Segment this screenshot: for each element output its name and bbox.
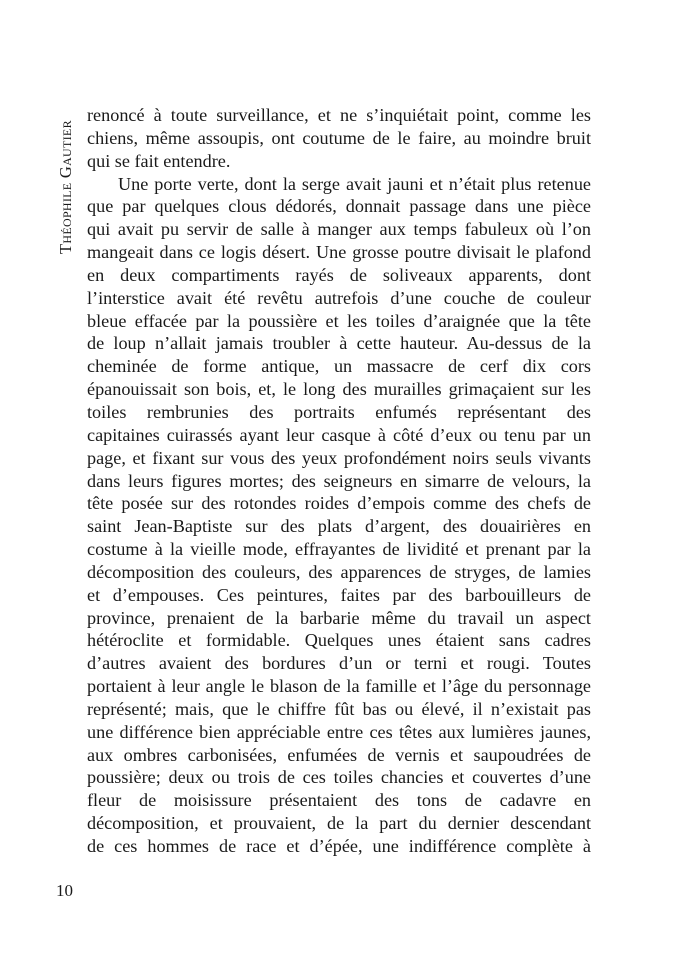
text-line: qui avait pu servir de salle à manger aux temps fabuleux où l’on [87,219,591,240]
text-line: décomposition, et prouvaient, de la part du dernier descendant [87,813,591,834]
text-line: décomposition des couleurs, des apparences de stryges, de lamies [87,561,591,582]
text-line: d’autres avaient des bordures d’un or terni et rougi. Toutes [87,653,591,674]
text-line: de ces hommes de race et d’épée, une indifférence complète à [87,836,591,856]
text-line: poussière; deux ou trois de ces toiles chancies et couvertes d’une [87,767,591,788]
text-line: saint Jean-Baptiste sur des plats d’argent, des douairières en [87,516,591,537]
text-line: tête posée sur des rotondes roides d’empois comme des chefs de [87,493,591,514]
text-line: fleur de moisissure présentaient des tons de cadavre en [87,790,591,811]
text-line: portaient à leur angle le blason de la famille et l’âge du personnage [87,676,591,697]
text-line: qui se fait entendre. [87,150,231,171]
text-line: aux ombres carbonisées, enfumées de vernis et saupoudrées de [87,744,591,765]
text-line: représenté; mais, que le chiffre fût bas ou élevé, il n’existait pas [87,698,591,719]
text-line: épanouissait son bois, et, le long des murailles grimaçaient sur les [87,379,591,400]
running-head-author: Théophile Gautier [56,120,75,254]
text-line: que par quelques clous dédorés, donnait passage dans une pièce [87,196,591,217]
text-line: costume à la vieille mode, effrayantes de lividité et prenant par la [87,539,591,560]
text-line: capitaines cuirassés ayant leur casque à côté d’eux ou tenu par un [87,424,591,445]
text-line: dans leurs figures mortes; des seigneurs en simarre de velours, la [87,470,591,491]
paragraph-first-line: Une porte verte, dont la serge avait jauni et n’était plus retenue [118,173,591,194]
body-text [87,104,591,858]
text-line: cheminée de forme antique, un massacre de cerf dix cors [87,356,591,377]
text-line: province, prenaient de la barbarie même du travail un aspect [87,607,591,628]
text-line: chiens, même assoupis, ont coutume de le faire, au moindre bruit [87,127,591,148]
text-line: renoncé à toute surveillance, et ne s’inquiétait point, comme les [87,105,591,125]
text-line: de loup n’allait jamais troubler à cette hauteur. Au-dessus de la [87,333,591,354]
page-number: 10 [56,881,73,900]
text-line: bleue effacée par la poussière et les toiles d’araignée que la tête [87,310,591,331]
text-line: une différence bien appréciable entre ces têtes aux lumières jaunes, [87,721,591,742]
text-line: l’interstice avait été revêtu autrefois d’une couche de couleur [87,287,591,308]
text-line: hétéroclite et formidable. Quelques unes étaient sans cadres [87,630,591,651]
text-line: mangeait dans ce logis désert. Une grosse poutre divisait le plafond [87,242,591,263]
text-line: toiles rembrunies des portraits enfumés représentant des [87,401,591,422]
text-line: page, et fixant sur vous des yeux profondément noirs seuls vivants [87,447,591,468]
text-line: et d’empouses. Ces peintures, faites par des barbouilleurs de [87,584,591,605]
text-line: en deux compartiments rayés de soliveaux apparents, dont [87,264,591,285]
